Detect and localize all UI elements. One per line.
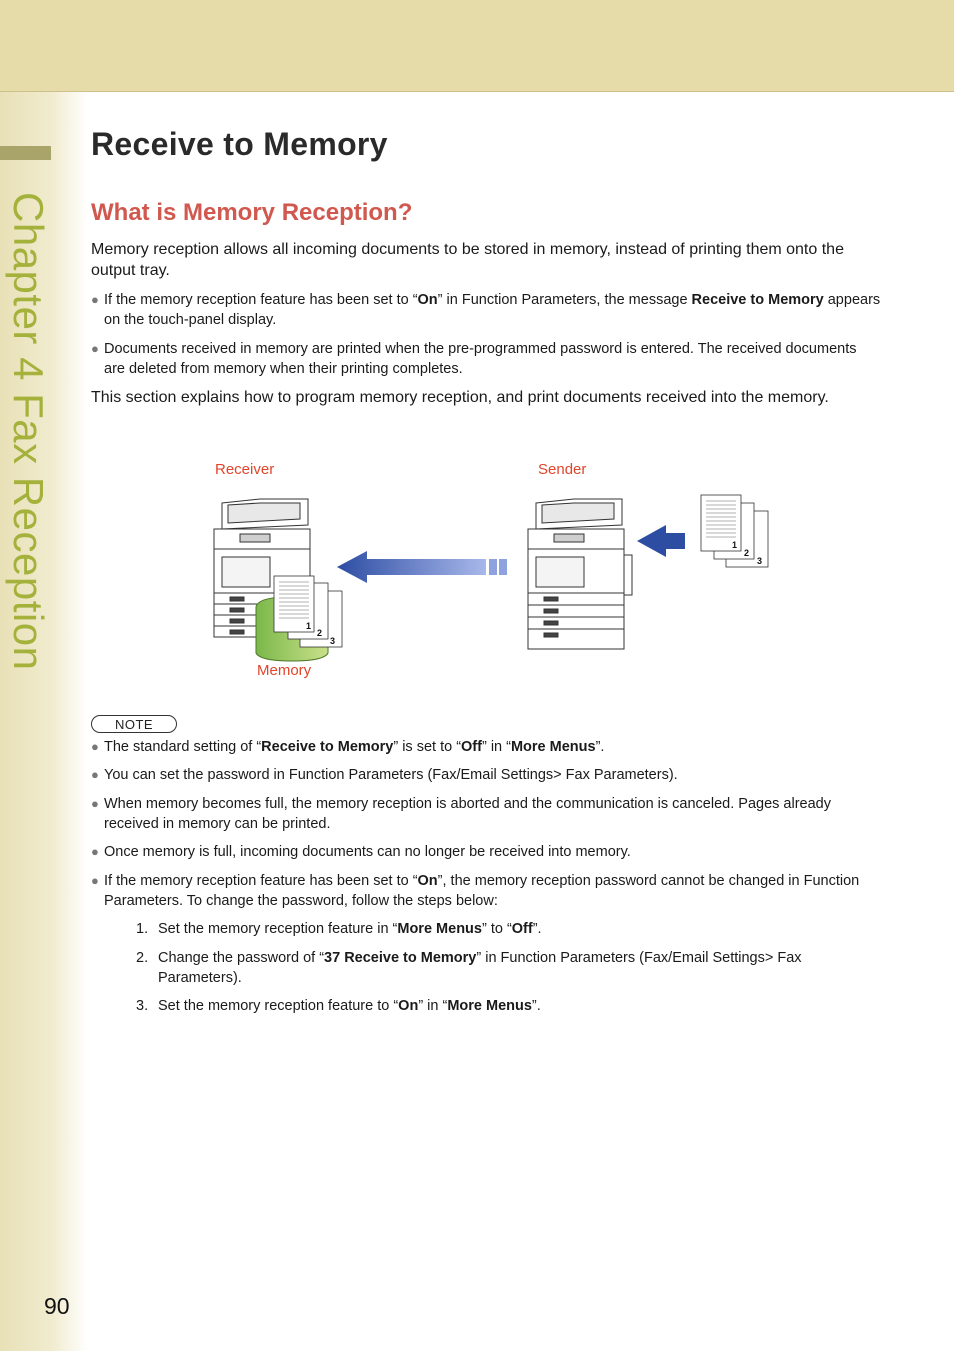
- note-item: ● Once memory is full, incoming documents can no longer be received into memory.: [91, 844, 631, 860]
- step-item: 2. Change the password of “37 Receive to Memory” in Function Parameters (Fax/Email Settings> Fax Parameters).: [136, 950, 802, 986]
- transfer-arrow-icon: [337, 551, 507, 583]
- memory-label: Memory: [257, 662, 312, 679]
- bullet-icon: ●: [91, 873, 99, 888]
- note-item: ● If the memory reception feature has been set to “On”, the memory reception password cannot be changed in Function Parameters. To change the password, follow the steps below:: [91, 873, 860, 909]
- bullet-icon: ●: [91, 739, 99, 754]
- page-number-label: 3: [757, 556, 763, 566]
- input-arrow-icon: [637, 525, 685, 557]
- page-number-label: 3: [330, 636, 336, 646]
- receiver-label: Receiver: [215, 461, 275, 478]
- note-item: ● You can set the password in Function Parameters (Fax/Email Settings> Fax Parameters).: [91, 767, 678, 783]
- page-number-label: 1: [306, 621, 312, 631]
- bullet-icon: ●: [91, 796, 99, 811]
- page-number: 90: [44, 1293, 70, 1319]
- page-title: Receive to Memory: [91, 126, 388, 162]
- note-badge: NOTE: [91, 715, 177, 733]
- bullet-item: ● If the memory reception feature has been set to “On” in Function Parameters, the message Receive to Memory appears on the touch-panel display.: [91, 292, 881, 328]
- bullet-icon: ●: [91, 767, 99, 782]
- bullet-icon: ●: [91, 292, 99, 307]
- sender-copier-icon: [528, 499, 632, 649]
- chapter-title: Chapter 4 Fax Reception: [5, 192, 52, 671]
- note-item: ● The standard setting of “Receive to Memory” is set to “Off” in “More Menus”.: [91, 739, 605, 755]
- sender-documents-icon: [701, 495, 768, 567]
- bullet-item: ● Documents received in memory are printed when the pre-programmed password is entered. The received documents are deleted from memory when their printing completes.: [91, 341, 857, 377]
- bullet-icon: ●: [91, 341, 99, 356]
- step-item: 3. Set the memory reception feature to “On” in “More Menus”.: [136, 998, 541, 1014]
- intro-paragraph: Memory reception allows all incoming documents to be stored in memory, instead of printing them onto the output tray.: [91, 241, 844, 279]
- page-number-label: 2: [317, 628, 323, 638]
- sender-label: Sender: [538, 461, 587, 478]
- chapter-tab-marker: [0, 146, 51, 160]
- note-item: ● When memory becomes full, the memory reception is aborted and the communication is canceled. Pages already received in memory can be printed.: [91, 796, 831, 832]
- section-paragraph: This section explains how to program memory reception, and print documents received into the memory.: [91, 389, 829, 406]
- header-band: [0, 0, 954, 92]
- section-heading: What is Memory Reception?: [91, 199, 413, 226]
- bullet-icon: ●: [91, 844, 99, 859]
- page-number-label: 1: [732, 540, 738, 550]
- page-number-label: 2: [744, 548, 750, 558]
- step-item: 1. Set the memory reception feature in “More Menus” to “Off”.: [136, 921, 542, 937]
- memory-reception-diagram: [200, 485, 800, 675]
